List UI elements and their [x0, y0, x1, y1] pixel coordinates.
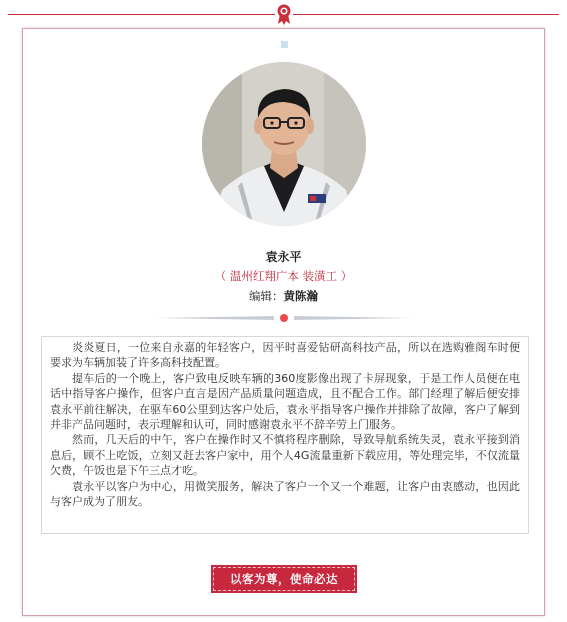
divider-ornament — [154, 313, 414, 323]
portrait-photo — [202, 62, 366, 226]
slogan-label: 以客为尊，使命必达 — [213, 567, 355, 591]
story-paragraph: 炎炎夏日，一位来自永嘉的年轻客户，因平时喜爱钻研高科技产品，所以在选购雅阁车时便要求为车辆加装了许多高科技配置。 — [50, 341, 520, 370]
person-title: （ 温州红翔广本 装潢工 ） — [214, 269, 353, 283]
editor-label: 编辑： — [249, 289, 284, 303]
editor-credit — [23, 288, 544, 304]
story-paragraph: 袁永平以客户为中心，用微笑服务，解决了客户一个又一个难题，让客户由衷感动，也因此与客户成为了朋友。 — [50, 479, 520, 509]
profile-card — [22, 28, 545, 616]
story-text-box — [41, 336, 529, 534]
person-portrait-image — [202, 62, 366, 226]
decor-square — [281, 41, 288, 48]
ribbon-badge-icon — [275, 2, 293, 26]
story-paragraph: 提车后的一个晚上，客户致电反映车辆的360度影像出现了卡屏现象，于是工作人员便在电话中指导客户操作，但客户直言是因产品质量问题造成，且不配合工作。部门经理了解后便安排袁永平前往解决，在驱车60公里到达客户处后，袁永平指导客户操作并排除了故障，客户了解到并非产品问题时，表示理解和认可，同时感谢袁永平不辞辛劳上门服务。 — [50, 371, 520, 432]
slogan-button[interactable] — [211, 565, 357, 593]
story-paragraph: 然而，几天后的中午，客户在操作时又不慎将程序删除，导致导航系统失灵，袁永平接到消息后，顾不上吃饭，立刻又赶去客户家中，用个人4G流量重新下载应用，等处理完毕，不仅流量欠费，午饭也是下午三点才吃。 — [50, 433, 520, 478]
person-name: 袁永平 — [265, 250, 302, 264]
editor-name: 黄陈瀚 — [283, 289, 318, 303]
